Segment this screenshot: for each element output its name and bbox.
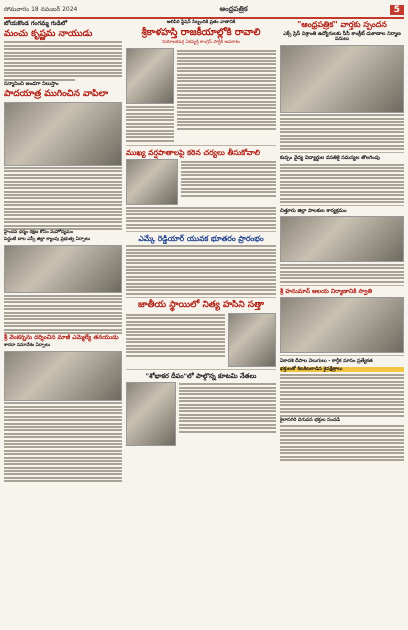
headline-6: పెద్దంటి బాల ఎస్సీ జిల్లా క్యాంపు ప్రభుత్వ ఏర్పాటు <box>4 237 91 243</box>
column-right <box>280 20 404 626</box>
issue-date: సోమవారం 18 నవంబర్ 2024 <box>4 6 78 13</box>
news-photo <box>4 102 122 166</box>
news-photo <box>4 245 122 293</box>
headline-r2: కుప్పం వైద్య విద్యార్థుల వసతికై సమస్యల తొలగింపు <box>280 155 380 162</box>
lead-subhead: నియోజకవర్గ ఏకవ్యక్తి కాంగ్రెస్ పార్టీకి అవకాశం <box>162 40 240 46</box>
headline-r7: కైలాసగిరి దిగువన భక్తుల సందడి <box>280 417 340 423</box>
news-photo <box>228 313 276 367</box>
headline-section-5: "శోభాకర దీపం"లో పాల్గొన్న కూటమి నేతలు <box>145 371 257 380</box>
headline-3: సన్మానించి అండగా నిలుస్తాం <box>4 81 59 88</box>
article-text <box>4 41 122 80</box>
headline-1: బోయకొండ గంగమ్మ గుడిలో <box>4 20 68 27</box>
headline-2: మంచు కృష్ణమ నాయుడు <box>4 28 93 39</box>
response-subhead: ఎక్స్ ప్రెస్ విశ్రాంతి ఉద్యోగులకు సీసీ కాంక్రీట్ దుకాణాల నిర్మాణ పనులు <box>283 30 401 43</box>
page-number: 5 <box>390 5 404 15</box>
headline-8: శారదా సమావేశం ఏర్పాటు <box>4 342 51 348</box>
headline-section-2: ముఖ్య వర్షపాతాలపై కఠిన చర్యలు తీసుకోవాలి <box>126 148 261 158</box>
article-text <box>126 313 225 367</box>
column-center <box>126 20 276 626</box>
headline-section-3: ఎమ్కే రెడ్డియార్ యువక భూతరం ప్రారంభం <box>138 234 264 244</box>
headline-r4: శ్రీ హనుమాన్ ఆలయ నిర్మాణానికి స్వాతి <box>280 287 373 295</box>
article-text <box>280 374 404 417</box>
masthead-bar <box>4 3 404 19</box>
lead-story <box>126 48 276 143</box>
article-text <box>280 264 404 283</box>
kicker: అలిపిరి స్టేషన్ సిబ్బందికి వ్రతం వాతానికి <box>166 20 236 25</box>
article-text <box>280 114 404 150</box>
article-text <box>4 295 122 334</box>
news-photo <box>126 382 176 446</box>
news-photo <box>280 45 404 113</box>
article-text <box>181 159 276 205</box>
headline-r5: ఏకాదశి దీపాల వెలుగులు - కార్తీక మాసం ప్రత్యేకత <box>280 359 373 365</box>
article-text <box>4 402 122 482</box>
headline-r3: చిత్తూరు జిల్లా పాలకుల కార్యక్రమం <box>280 207 347 214</box>
news-photo <box>280 216 404 262</box>
headline-section-4: జాతీయ స్థాయిలో నిత్య హసిని సత్తా <box>138 299 264 310</box>
article-text <box>280 425 404 461</box>
headline-4: పాదయాత్ర ముగించిన వాపిలా <box>4 88 108 99</box>
column-left <box>4 20 122 626</box>
headline-5: హైందవ ధర్మం రక్షణ కోసం మహోద్యమం <box>4 230 74 236</box>
article-text <box>177 48 276 143</box>
article-text <box>126 245 276 294</box>
headline-r6: భక్తులతో కిటకిటలాడిన శైవక్షేత్రాలు <box>280 367 404 372</box>
headline-response: "ఆంధ్రపత్రిక" వార్తకు స్పందన <box>297 20 387 29</box>
news-photo <box>280 297 404 353</box>
article-text <box>126 106 174 142</box>
lead-headline: శ్రీకాళహస్తి రాజకీయాల్లోకి రావాలి <box>141 26 261 38</box>
article-text <box>280 164 404 203</box>
article-text <box>4 167 122 230</box>
article-text <box>179 382 276 446</box>
news-photo <box>126 159 178 205</box>
paper-name: ఆంధ్రపత్రిక <box>219 5 248 13</box>
news-photo <box>126 48 174 104</box>
article-text <box>126 207 276 229</box>
news-photo <box>4 351 122 401</box>
headline-7: శ్రీ వెంకన్నను దర్శించిన మాజీ ఎమ్మెల్యే తనయుడు <box>4 334 119 342</box>
